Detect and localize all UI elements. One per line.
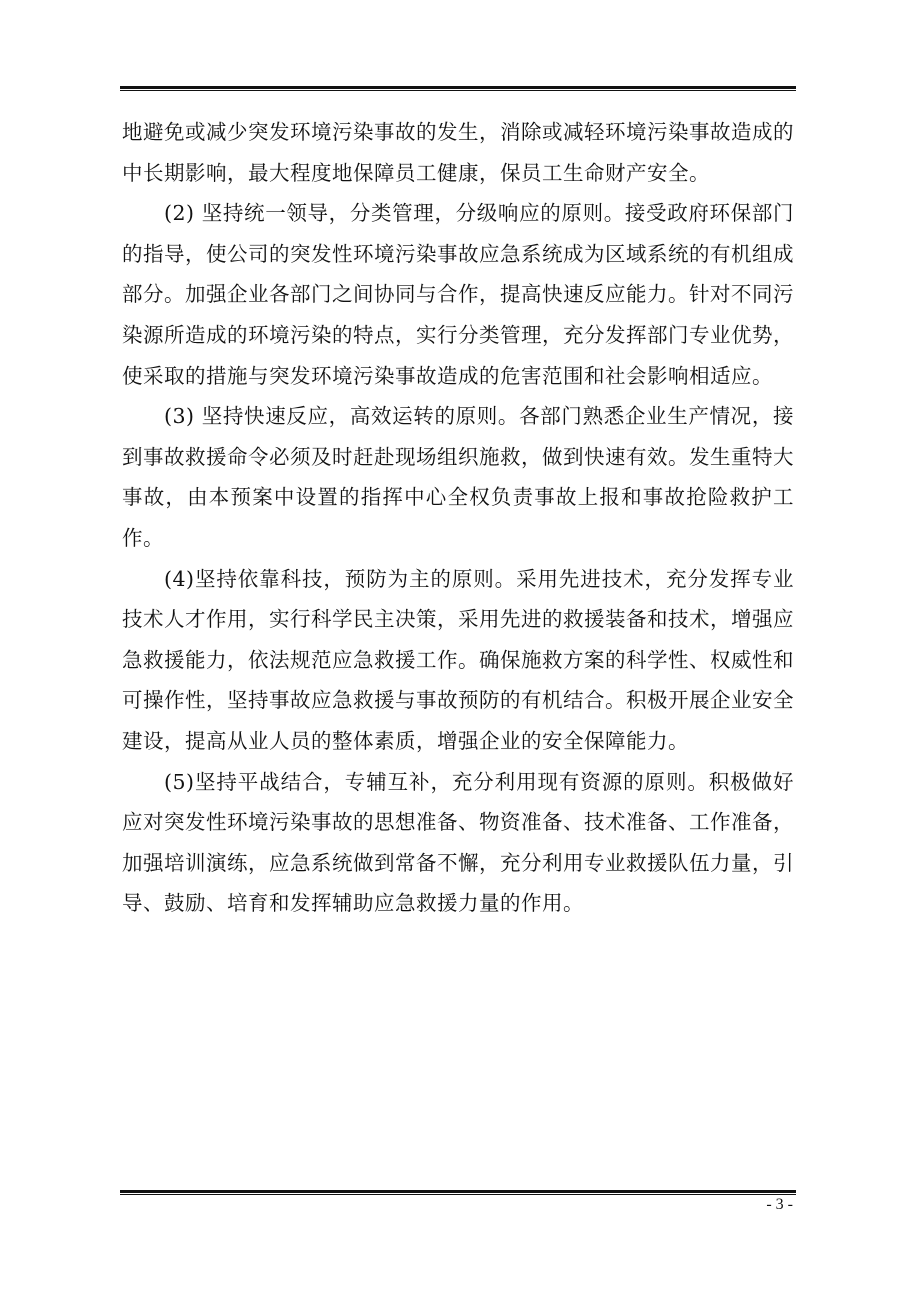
paragraph-principle-5: (5)坚持平战结合，专辅互补，充分利用现有资源的原则。积极做好应对突发性环境污染事故的思想准备、物资准备、技术准备、工作准备，加强培训演练，应急系统做到常备不懈，充分利用专业救援队伍力量，引导、鼓励、培育和发挥辅助应急救援力量的作用。 [122, 769, 794, 916]
paragraph-principle-4: (4)坚持依靠科技，预防为主的原则。采用先进技术，充分发挥专业技术人才作用，实行科学民主决策，采用先进的救援装备和技术，增强应急救援能力，依法规范应急救援工作。确保施救方案的科学性、权威性和可操作性，坚持事故应急救援与事故预防的有机结合。积极开展企业安全建设，提高从业人员的整体素质，增强企业的安全保障能力。 [122, 566, 794, 753]
paragraph-continuation: 地避免或减少突发环境污染事故的发生，消除或减轻环境污染事故造成的中长期影响，最大程度地保障员工健康，保员工生命财产安全。 [122, 120, 794, 185]
footer-rule [120, 1190, 796, 1195]
paragraph-principle-2: (2) 坚持统一领导，分类管理，分级响应的原则。接受政府环保部门的指导，使公司的突发性环境污染事故应急系统成为区域系统的有机组成部分。加强企业各部门之间协同与合作，提高快速反应能力。针对不同污染源所造成的环境污染的特点，实行分类管理，充分发挥部门专业优势，使采取的措施与突发环境污染事故造成的危害范围和社会影响相适应。 [122, 201, 794, 388]
page-number: - 3 - [766, 1196, 793, 1213]
document-body [122, 112, 794, 924]
paragraph-principle-3: (3) 坚持快速反应，高效运转的原则。各部门熟悉企业生产情况，接到事故救援命令必须及时赶赴现场组织施救，做到快速有效。发生重特大事故，由本预案中设置的指挥中心全权负责事故上报和事故抢险救护工作。 [122, 404, 794, 550]
header-rule [120, 86, 796, 91]
